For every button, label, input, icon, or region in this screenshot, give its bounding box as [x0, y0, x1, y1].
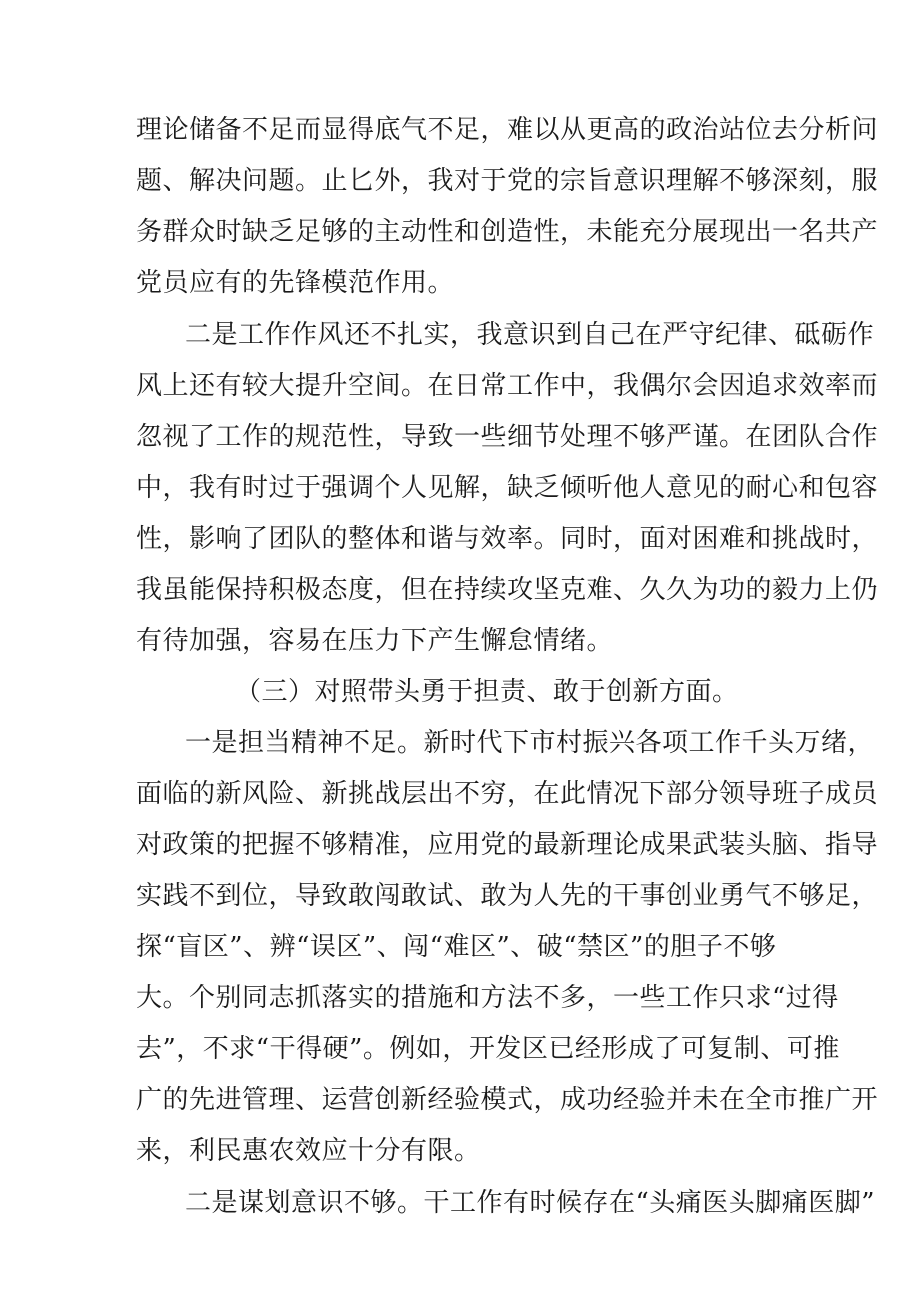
text-line: 忽视了工作的规范性，导致一些细节处理不够严谨。在团队合作 [136, 422, 879, 452]
text-line: 面临的新风险、新挑战层出不穷，在此情况下部分领导班子成员 [136, 779, 879, 809]
text-line: 有待加强，容易在压力下产生懈怠情绪。 [136, 626, 614, 656]
text-line: 题、解决问题。止匕外，我对于党的宗旨意识理解不够深刻，服 [136, 166, 879, 196]
text-line: 性，影响了团队的整体和谐与效率。同时，面对困难和挑战时， [136, 524, 879, 554]
section-heading: （三）对照带头勇于担责、敢于创新方面。 [235, 677, 739, 707]
text-line: 去”，不求“干得硬”。例如，开发区已经形成了可复制、可推 [136, 1034, 840, 1064]
text-line: 中，我有时过于强调个人见解，缺乏倾听他人意见的耐心和包容 [136, 473, 879, 503]
text-line: 广的先进管理、运营创新经验模式，成功经验并未在全市推广开 [136, 1085, 879, 1115]
text-line: 我虽能保持积极态度，但在持续攻坚克难、久久为功的毅力上仍 [136, 575, 879, 605]
text-line: 大。个别同志抓落实的措施和方法不多，一些工作只求“过得 [136, 983, 839, 1013]
text-line: 党员应有的先锋模范作用。 [136, 268, 455, 298]
text-line: 探“盲区”、辨“误区”、闯“难区”、破“禁区”的胆子不够 [136, 932, 777, 962]
text-line: 来，利民惠农效应十分有限。 [136, 1136, 481, 1166]
paragraph-start-line: 二是工作作风还不扎实，我意识到自己在严守纪律、砥砺作 [185, 320, 875, 350]
paragraph-start-line: 一是担当精神不足。新时代下市村振兴各项工作千头万绪， [185, 728, 875, 758]
text-line: 理论储备不足而显得底气不足，难以从更高的政治站位去分析问 [136, 115, 879, 145]
text-line: 务群众时缺乏足够的主动性和创造性，未能充分展现出一名共产 [136, 217, 879, 247]
text-line: 实践不到位，导致敢闯敢试、敢为人先的干事创业勇气不够足， [136, 881, 879, 911]
text-line: 对政策的把握不够精准，应用党的最新理论成果武装头脑、指导 [136, 830, 879, 860]
paragraph-start-line: 二是谋划意识不够。干工作有时候存在“头痛医头脚痛医脚” [185, 1188, 876, 1218]
text-line: 风上还有较大提升空间。在日常工作中，我偶尔会因追求效率而 [136, 371, 879, 401]
